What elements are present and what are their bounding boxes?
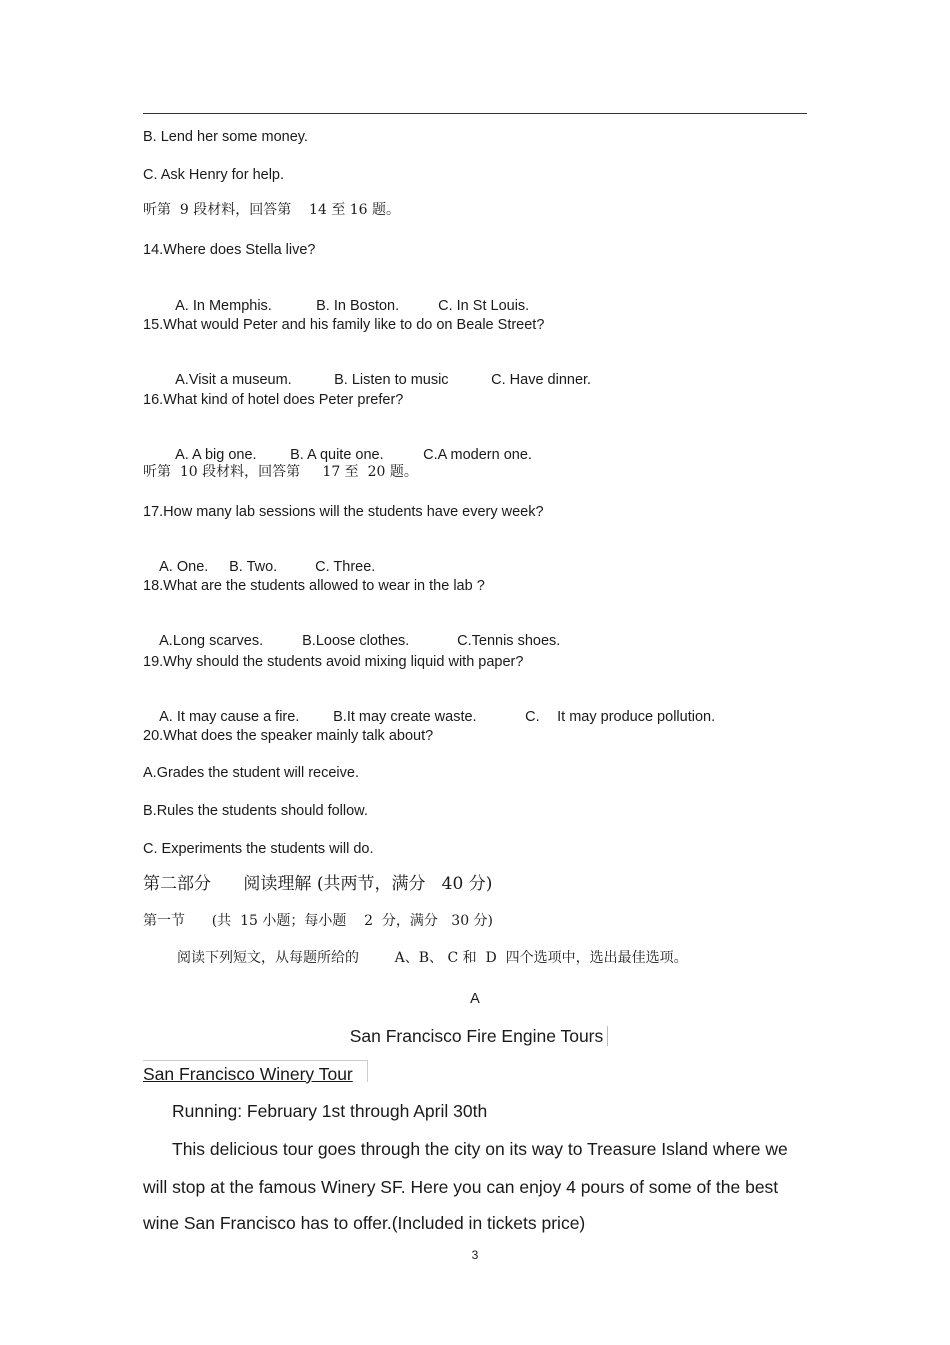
- option: C. Three.: [315, 559, 376, 575]
- option: A. One.: [159, 559, 209, 575]
- option: B.Loose clothes.: [302, 633, 410, 649]
- option: B.It may create waste.: [333, 709, 477, 725]
- tour-description-line-1: This delicious tour goes through the city on its way to Treasure Island where we: [172, 1139, 788, 1159]
- passage-title: [4, 1025, 950, 1047]
- question-20-option-c: C. Experiments the students will do.: [143, 841, 374, 857]
- passage-title-text: San Francisco Fire Engine Tours: [350, 1026, 609, 1046]
- option: A. A big one.: [175, 447, 257, 463]
- header-rule: [143, 113, 807, 114]
- option: B. In Boston.: [316, 298, 400, 314]
- option: A.Visit a museum.: [175, 372, 292, 388]
- passage-letter: A: [470, 991, 480, 1007]
- option: C.Tennis shoes.: [457, 633, 561, 649]
- question-17: 17.How many lab sessions will the students have every week?: [143, 504, 544, 520]
- tour-description-line-3: wine San Francisco has to offer.(Included in tickets price): [143, 1213, 586, 1233]
- option: A.Long scarves.: [159, 633, 264, 649]
- tour-description-line-2: will stop at the famous Winery SF. Here you can enjoy 4 pours of some of the best: [143, 1177, 779, 1197]
- reading-instruction: 阅读下列短文，从每题所给的 A、B、 C 和 D 四个选项中，选出最佳选项。: [177, 950, 688, 966]
- option: B. Two.: [229, 559, 278, 575]
- question-18: 18.What are the students allowed to wear in the lab ?: [143, 578, 485, 594]
- option: C. Have dinner.: [491, 372, 592, 388]
- option: C. In St Louis.: [438, 298, 530, 314]
- option: B. Listen to music: [334, 372, 449, 388]
- question-16: 16.What kind of hotel does Peter prefer?: [143, 392, 404, 408]
- question-20: 20.What does the speaker mainly talk about?: [143, 728, 434, 744]
- tour-running-dates: Running: February 1st through April 30th: [172, 1101, 488, 1121]
- page-number: 3: [471, 1248, 479, 1262]
- option: It may produce pollution.: [557, 709, 716, 725]
- section-2-subtitle: 第一节 (共 15 小题；每小题 2 分，满分 30 分): [143, 913, 494, 929]
- section-2-title: 第二部分 阅读理解 (共两节，满分 40 分): [143, 874, 493, 894]
- question-20-option-a: A.Grades the student will receive.: [143, 765, 359, 781]
- tour-heading: San Francisco Winery Tour: [143, 1064, 353, 1084]
- option: C.A modern one.: [423, 447, 532, 463]
- option: A. In Memphis.: [175, 298, 272, 314]
- question-19: 19.Why should the students avoid mixing liquid with paper?: [143, 654, 524, 670]
- section-instruction-9: 听第 9 段材料，回答第 14 至 16 题。: [143, 202, 401, 218]
- option: A. It may cause a fire.: [159, 709, 300, 725]
- q13-option-b: B. Lend her some money.: [143, 129, 308, 145]
- option: B. A quite one.: [290, 447, 384, 463]
- question-14: 14.Where does Stella live?: [143, 242, 316, 258]
- option: C.: [525, 709, 540, 725]
- question-20-option-b: B.Rules the students should follow.: [143, 803, 368, 819]
- question-15: 15.What would Peter and his family like to do on Beale Street?: [143, 317, 545, 333]
- q13-option-c: C. Ask Henry for help.: [143, 167, 285, 183]
- section-instruction-10: 听第 10 段材料，回答第 17 至 20 题。: [143, 464, 418, 480]
